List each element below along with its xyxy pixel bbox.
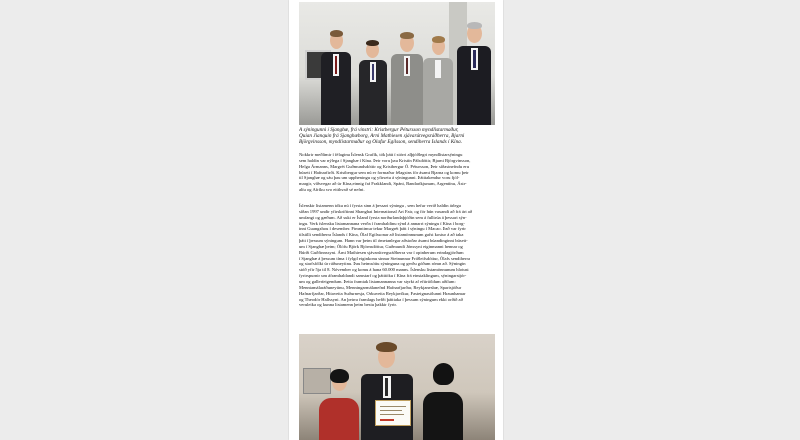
- group-photo-top: [299, 2, 495, 125]
- group-photo-bottom: [299, 334, 495, 440]
- body-paragraph-2: Íslenskir listamenn tóku nú í fyrsta sinn á þessari sýningu , sem hefur verið haldin árlega síðan 1997 undir yfirskriftinni Shanghai International Art Fair, og fór hún vaxandi að frá ári að umfangi og gæðum. Að suki er Ísland fyrsta norðurlandaþjóðin sem á fulltrúa á þessari sýn- ingu. Verk íslensku listamannana verða í framhaldinu sýnd á annarri sýningu í Kína í borg- inni Guangzhou í desember. Fimmtimur tekur Margrét þátt í sýningu í Macao. Það var fyrir tilstilli sendiherra Íslands í Kína, Ólaf Egilssonar að listamönnunum gafst kostur á að taka þátt í þessum sýningum. Hann var þeim til ómetanlegar aðstoðar ásamt búandinginni búsett- um í Sjanghæ þeim; Ólöfu Björk Björnsdóttur, Guðmundi Jónssyni eiginmanni hennar og Búrði Guðfinnssyni. Árni Mathiesen sjávarútvegsráðherra var í opinberum erindagjörðum í Sjanghæ á þessum tíma í fylgd eiginkonu sinnar Steinunnar Friðleifsdóttur, Ólafs sendiherra og starfsfólki úr ráðuneytinu. Þau heimsóttu sýninguna og gerðu góðum rómn að. Sýningin stóð yfir 5ja til 8. Nóvember og komu á hana 60.000 manns. Íslensku listamönnunum hlotust fyrirspurnir um áframhaldandi samstarf og þátttöku í Kína frá einstaklingum, sýningarstjór- um og galleríeigendum. Þetta framtak listamannanna var styrkt af eftirtöldum aðilum: Menntamálaráðuneytinu, Menningarmálanefnd Hafnarfjarðar, Reykjanesbæ, Sparisjóður Hafnarfjarðar, Hitaveita Suðurnesja, Orkuveita Reykjavíkur, Fasteignasölunni Hraunhamar og Theodór Hallssyni. An þeirra framlags hefði þátttaka í þessum sýningum ekki orðið að veruleika og kunna listamenn þeim bestu þakkir fyrir.: [299, 203, 473, 308]
- photo-caption: Á sýningunni í Sjanghæ, frá vinstri: Kristbergur Pétursson myndlistarmaður, Quian Jianquin frá Sjanghæborg, Árni Mathiesen sjávarútvegsráðherra, Bjarni Björgvinsson, myndlistarmaður og Ólafur Egilsson, sendiherra Íslands í Kína.: [299, 127, 465, 146]
- body-paragraph-1: Nokkrir meðlimir í félaginu Íslensk Grafík, tók þátt í stórri alþjóðlegri myndlistarsýningu sem haldin var nýlega í Sjanghæ í Kína. Þeir voru þau Kristín Pálsdóttir, Bjarni Björgvinsson, Helga Ármanns, Margrét Guðmundsdóttir og Kristbergur Ó. Pétursson, Þeir síðastnefndu eru búsett í Hafnarfirði. Kristbergur sem nú er formaður félagsins fór ásamt Bjarna og komu þeir til Sjanghæ og sáu þau um uppheningu og yfirsetu á sýningunni. Þátttakendur voru fjöl- margir, víðsvegar að úr Kína,einnig frá Frakklandi, Spáni, Bandaríkjunum, Argentínu, Ástr- alíu og Afríku svo eitthvað sé nefnt.: [299, 152, 471, 193]
- certificate: [375, 400, 411, 426]
- scanned-page: [289, 0, 503, 440]
- wall-artwork: [303, 368, 331, 394]
